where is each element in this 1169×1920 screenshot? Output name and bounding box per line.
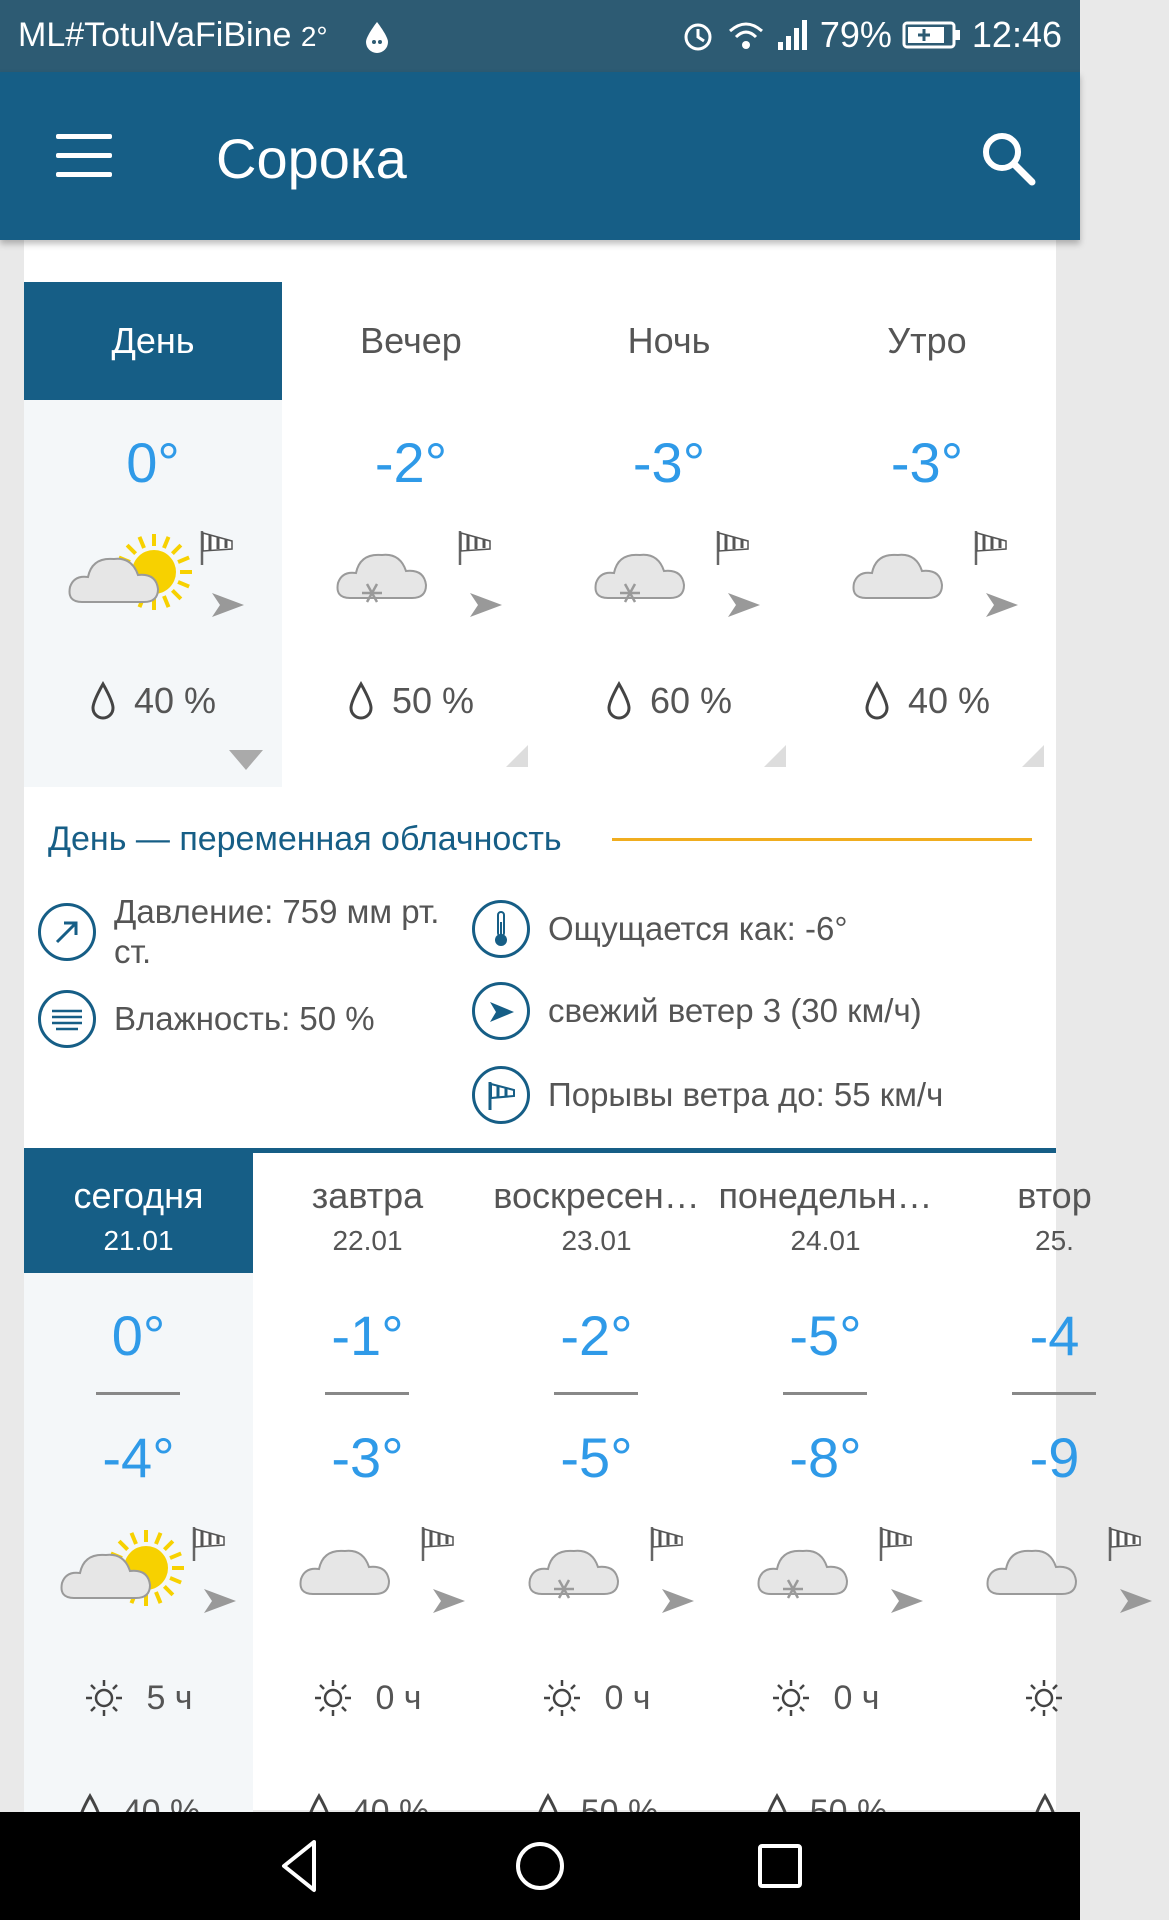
- temp-divider: [1012, 1392, 1096, 1395]
- gusts-item: [472, 1066, 943, 1124]
- day-name: воскресен…: [493, 1175, 700, 1216]
- day-header[interactable]: [24, 1153, 253, 1273]
- snow-cloud-icon: [512, 1523, 702, 1633]
- low-temperature: -3°: [331, 1426, 404, 1489]
- low-temperature: -8°: [789, 1426, 862, 1489]
- back-icon[interactable]: [270, 1834, 334, 1898]
- temp-divider: [325, 1392, 409, 1395]
- precipitation-value: 40 %: [133, 680, 217, 721]
- search-icon[interactable]: [978, 128, 1038, 188]
- low-temperature: -9: [1029, 1426, 1080, 1489]
- raindrop-icon: [606, 681, 632, 721]
- day-column[interactable]: [253, 1153, 482, 1813]
- feels-like-item: [472, 900, 848, 958]
- raindrop-icon: [348, 681, 374, 721]
- wind-direction-icon: [472, 982, 530, 1040]
- precipitation: [24, 680, 282, 722]
- wifi-icon: [726, 17, 766, 53]
- alarm-icon: [680, 17, 716, 53]
- home-icon[interactable]: [508, 1834, 572, 1898]
- period-tab[interactable]: Вечер: [360, 320, 462, 361]
- daily-forecast: [24, 1153, 1092, 1813]
- high-temperature: -2°: [560, 1304, 633, 1367]
- battery-percent: 79%: [819, 14, 892, 55]
- sun-icon: [84, 1678, 124, 1718]
- app-bar: [0, 72, 1080, 240]
- day-header[interactable]: [711, 1153, 940, 1273]
- precipitation-value: 40 %: [907, 680, 991, 721]
- sunshine-value: 5 ч: [146, 1678, 193, 1717]
- sunshine-hours: [253, 1678, 482, 1718]
- sunshine-hours: [711, 1678, 940, 1718]
- cloud-icon: [970, 1523, 1160, 1633]
- snow-cloud-icon: [741, 1523, 931, 1633]
- day-header[interactable]: [253, 1153, 482, 1273]
- low-temperature: -5°: [560, 1426, 633, 1489]
- low-temperature: -4°: [102, 1426, 175, 1489]
- menu-icon[interactable]: [56, 134, 112, 178]
- humidity-text: Влажность: 50 %: [114, 1000, 375, 1037]
- high-temperature: -1°: [331, 1304, 404, 1367]
- sunshine-value: 0 ч: [375, 1678, 422, 1717]
- feels-like-text: Ощущается как: -6°: [548, 910, 848, 947]
- period-temperature: -2°: [374, 431, 448, 494]
- sunshine-value: 0 ч: [604, 1678, 651, 1717]
- chevron-down-icon: [229, 750, 263, 770]
- high-temperature: -4: [1029, 1304, 1080, 1367]
- precipitation: [540, 680, 798, 722]
- detail-heading: День — переменная облачность: [48, 820, 562, 858]
- period-tab[interactable]: Ночь: [627, 320, 711, 361]
- sun-cloud-icon: [54, 1523, 244, 1633]
- period-column[interactable]: [540, 282, 798, 787]
- day-header[interactable]: [482, 1153, 711, 1273]
- wind-text: свежий ветер 3 (30 км/ч): [548, 992, 922, 1029]
- precipitation-value: 60 %: [649, 680, 733, 721]
- period-column[interactable]: [24, 282, 282, 787]
- signal-icon: [776, 18, 810, 52]
- status-bar: [0, 0, 1080, 72]
- water-drop-icon: [364, 20, 390, 54]
- day-name: сегодня: [73, 1175, 204, 1216]
- sunshine-value: 0 ч: [833, 1678, 880, 1717]
- day-column[interactable]: [24, 1153, 253, 1813]
- day-name: завтра: [311, 1175, 424, 1216]
- period-tab[interactable]: Утро: [887, 320, 967, 361]
- day-date: 21.01: [103, 1225, 174, 1256]
- windsock-icon: [472, 1066, 530, 1124]
- pressure-text: Давление: 759 мм рт. ст.: [114, 893, 440, 970]
- precipitation: [798, 680, 1056, 722]
- expand-corner-icon: [1022, 745, 1044, 767]
- day-date: 24.01: [790, 1225, 861, 1256]
- day-column[interactable]: [940, 1153, 1169, 1813]
- cloud-icon: [836, 527, 1026, 637]
- high-temperature: 0°: [111, 1304, 166, 1367]
- heading-accent-line: [612, 838, 1032, 841]
- day-column[interactable]: [482, 1153, 711, 1813]
- pressure-icon: [38, 903, 96, 961]
- period-temperature: -3°: [890, 431, 964, 494]
- carrier-name: ML#TotulVaFiBine 2°: [18, 16, 328, 54]
- sun-icon: [771, 1678, 811, 1718]
- sun-icon: [542, 1678, 582, 1718]
- period-tab[interactable]: День: [24, 282, 282, 400]
- sunshine-hours: [482, 1678, 711, 1718]
- precipitation-value: 50 %: [391, 680, 475, 721]
- humidity-item: [38, 990, 375, 1048]
- snow-cloud-icon: [578, 527, 768, 637]
- raindrop-icon: [90, 681, 116, 721]
- thermometer-icon: [472, 900, 530, 958]
- snow-cloud-icon: [320, 527, 510, 637]
- temp-divider: [783, 1392, 867, 1395]
- pressure-item: [38, 892, 458, 972]
- sunshine-hours: [940, 1678, 1169, 1718]
- expand-corner-icon: [764, 745, 786, 767]
- recents-icon[interactable]: [748, 1834, 812, 1898]
- page-title: Сорока: [216, 127, 407, 190]
- cloud-icon: [283, 1523, 473, 1633]
- wind-item: [472, 982, 922, 1040]
- expand-corner-icon: [506, 745, 528, 767]
- sun-icon: [313, 1678, 353, 1718]
- high-temperature: -5°: [789, 1304, 862, 1367]
- day-header[interactable]: [940, 1153, 1169, 1273]
- period-column[interactable]: [798, 282, 1056, 787]
- day-date: 25.: [1035, 1225, 1074, 1256]
- battery-charging-icon: [902, 20, 962, 50]
- day-date: 22.01: [332, 1225, 403, 1256]
- humidity-icon: [38, 990, 96, 1048]
- raindrop-icon: [864, 681, 890, 721]
- sun-icon: [1024, 1678, 1064, 1718]
- clock: 12:46: [971, 14, 1062, 55]
- day-name: втор: [1017, 1175, 1092, 1216]
- gusts-text: Порывы ветра до: 55 км/ч: [548, 1076, 944, 1113]
- period-temperature: 0°: [126, 431, 180, 494]
- period-forecast: [24, 282, 1056, 787]
- temp-divider: [554, 1392, 638, 1395]
- sun-cloud-icon: [62, 527, 252, 637]
- temp-divider: [96, 1392, 180, 1395]
- day-column[interactable]: [711, 1153, 940, 1813]
- period-temperature: -3°: [632, 431, 706, 494]
- precipitation: [282, 680, 540, 722]
- period-column[interactable]: [282, 282, 540, 787]
- day-date: 23.01: [561, 1225, 632, 1256]
- navigation-bar: [0, 1812, 1080, 1920]
- sunshine-hours: [24, 1678, 253, 1718]
- day-name: понедельн…: [718, 1175, 933, 1216]
